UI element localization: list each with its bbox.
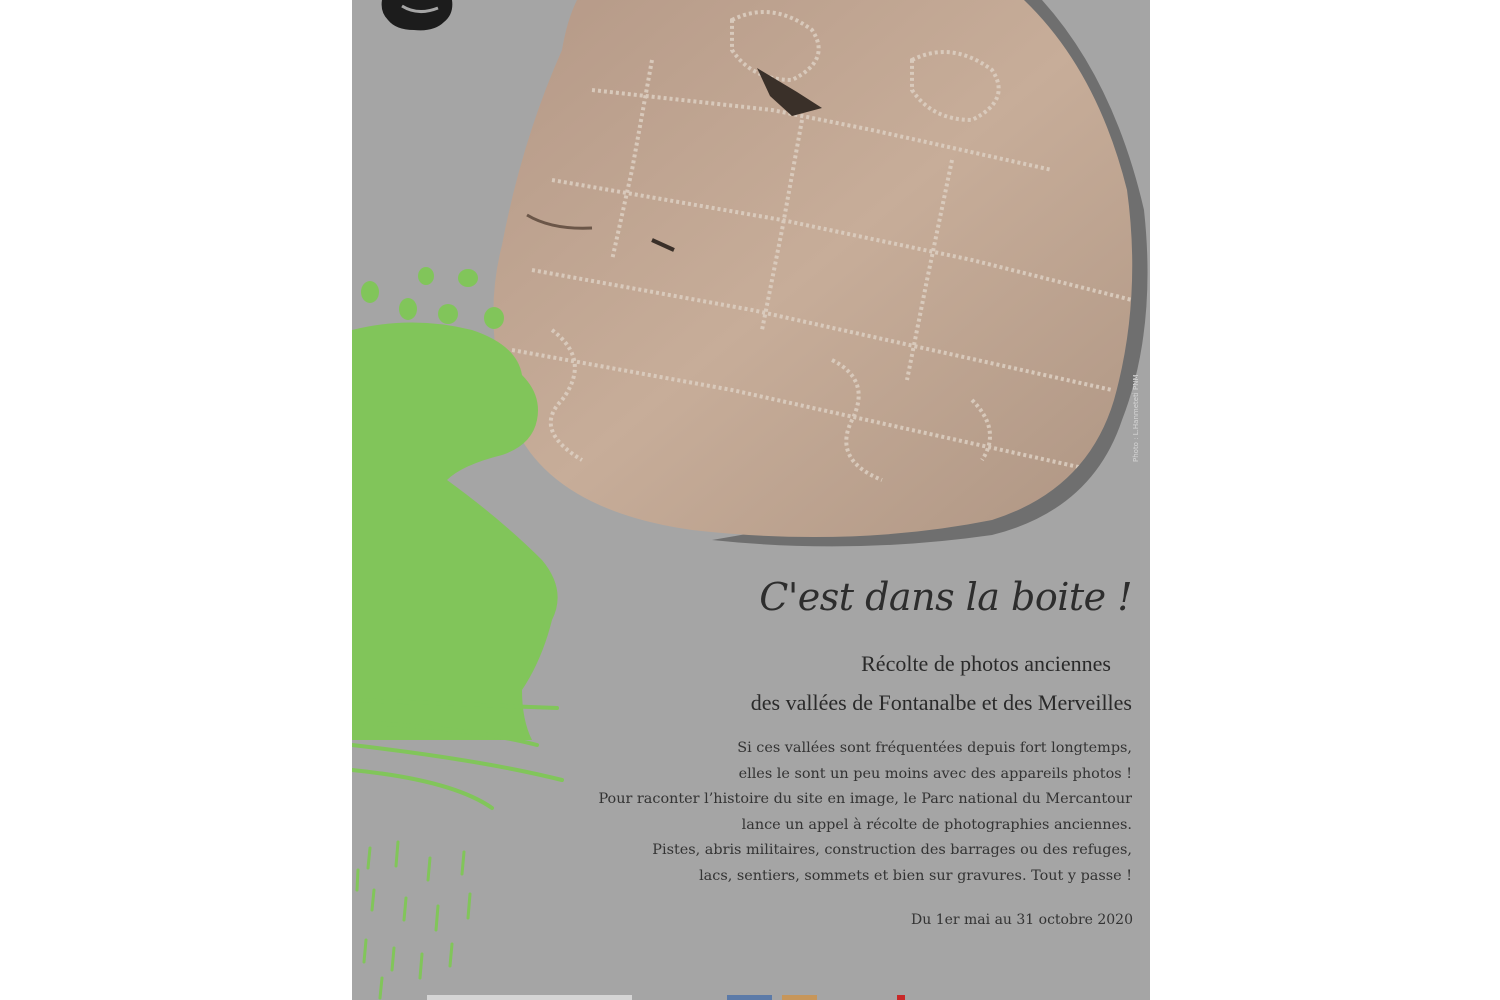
body-line: Pour raconter l’histoire du site en image, le Parc national du Mercantour [598,791,1132,807]
body-line: lacs, sentiers, sommets et bien sur gravures. Tout y passe ! [699,867,1132,884]
partner-logo [727,995,772,1000]
poster-title: C'est dans la boite ! [759,575,1132,619]
body-line: Si ces vallées sont fréquentées depuis fort longtemps, [737,740,1132,756]
event-dates: Du 1er mai au 31 octobre 2020 [911,912,1133,928]
subtitle-line-2: des vallées de Fontanalbe et des Merveilles [750,690,1132,715]
body-text [352,736,1132,889]
partner-logo [782,995,817,1000]
partner-logo [897,995,905,1000]
subtitle-line-1: Récolte de photos anciennes [861,651,1111,676]
body-line: Pistes, abris militaires, construction des barrages ou des refuges, [652,842,1132,858]
photo-credit: Photo : L.Hanmeteti PNM [1132,374,1140,462]
partner-logos-strip [352,993,1150,1000]
body-line: lance un appel à récolte de photographies anciennes. [741,816,1132,833]
body-line: elles le sont un peu moins avec des appareils photos ! [738,765,1132,782]
partner-logo [427,995,632,1000]
poster [352,0,1150,1000]
